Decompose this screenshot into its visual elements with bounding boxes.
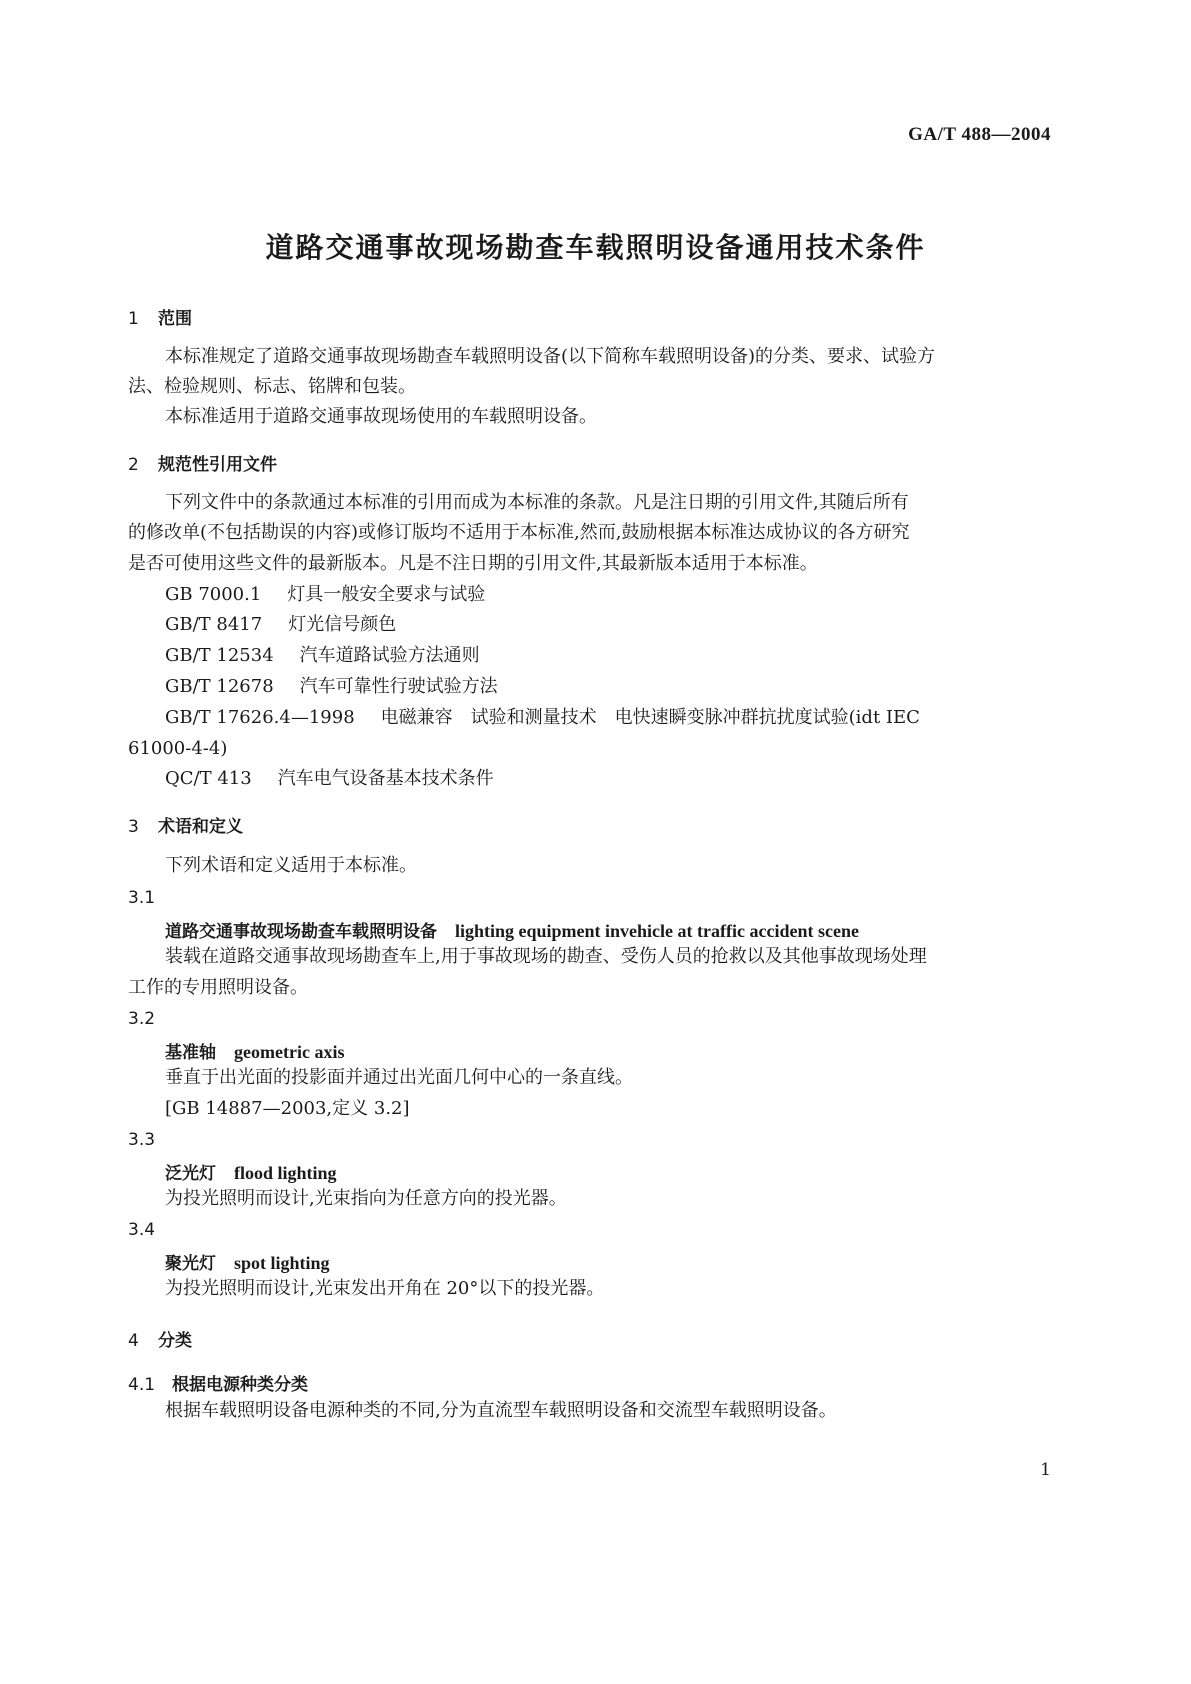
reference-title: 灯具一般安全要求与试验 xyxy=(287,584,486,605)
section-1-heading xyxy=(128,304,192,329)
paragraph-line: 根据车载照明设备电源种类的不同,分为直流型车载照明设备和交流型车载照明设备。 xyxy=(165,1400,837,1421)
page-number: 1 xyxy=(1040,1460,1051,1480)
reference-item xyxy=(165,578,485,611)
term-entry xyxy=(165,1249,330,1274)
subsection-4-1-heading xyxy=(128,1370,308,1395)
definition-line: 为投光照明而设计,光束指向为任意方向的投光器。 xyxy=(165,1188,567,1209)
reference-title: 汽车电气设备基本技术条件 xyxy=(277,768,494,789)
definition-line: 为投光照明而设计,光束发出开角在 20°以下的投光器。 xyxy=(165,1278,605,1299)
term-number: 3.2 xyxy=(128,1009,156,1029)
term-chinese: 聚光灯 xyxy=(165,1254,216,1274)
term-english: lighting equipment invehicle at traffic accident scene xyxy=(455,921,859,941)
term-english: spot lighting xyxy=(234,1253,330,1273)
section-number: 3 xyxy=(128,817,139,837)
section-2-heading xyxy=(128,450,277,475)
definition-line: 工作的专用照明设备。 xyxy=(128,977,308,998)
definition-source: [GB 14887—2003,定义 3.2] xyxy=(165,1098,410,1119)
standard-code: GA/T 488—2004 xyxy=(908,124,1051,145)
section-title: 术语和定义 xyxy=(158,817,243,837)
term-entry xyxy=(165,1159,337,1184)
reference-title: 汽车道路试验方法通则 xyxy=(299,645,480,666)
paragraph-line: 本标准规定了道路交通事故现场勘查车载照明设备(以下简称车载照明设备)的分类、要求、试验方 xyxy=(165,346,936,367)
reference-title: 灯光信号颜色 xyxy=(288,614,397,635)
paragraph-line: 本标准适用于道路交通事故现场使用的车载照明设备。 xyxy=(165,406,597,427)
paragraph-line: 法、检验规则、标志、铭牌和包装。 xyxy=(128,376,416,397)
term-number: 3.1 xyxy=(128,888,156,908)
term-english: geometric axis xyxy=(234,1042,345,1062)
reference-continuation: 61000-4-4) xyxy=(128,738,228,759)
reference-item xyxy=(165,701,920,734)
reference-code: GB 7000.1 xyxy=(165,584,262,605)
term-chinese: 泛光灯 xyxy=(165,1164,216,1184)
reference-code: QC/T 413 xyxy=(165,768,252,789)
reference-code: GB/T 17626.4—1998 xyxy=(165,707,355,728)
reference-title: 电磁兼容 试验和测量技术 电快速瞬变脉冲群抗扰度试验(idt IEC xyxy=(380,707,920,728)
reference-item xyxy=(165,608,396,641)
term-number: 3.4 xyxy=(128,1220,156,1240)
paragraph-line: 下列文件中的条款通过本标准的引用而成为本标准的条款。凡是注日期的引用文件,其随后所有 xyxy=(165,492,909,513)
subsection-number: 4.1 xyxy=(128,1375,156,1395)
paragraph-line: 是否可使用这些文件的最新版本。凡是不注日期的引用文件,其最新版本适用于本标准。 xyxy=(128,553,818,574)
section-title: 范围 xyxy=(158,309,192,329)
subsection-title: 根据电源种类分类 xyxy=(172,1375,308,1395)
definition-line: 装载在道路交通事故现场勘查车上,用于事故现场的勘查、受伤人员的抢救以及其他事故现场处理 xyxy=(165,946,927,967)
section-number: 4 xyxy=(128,1331,139,1351)
term-chinese: 基准轴 xyxy=(165,1043,216,1063)
section-4-heading xyxy=(128,1326,192,1351)
term-entry xyxy=(165,1038,344,1063)
reference-code: GB/T 12534 xyxy=(165,645,274,666)
term-english: flood lighting xyxy=(234,1163,337,1183)
definition-line: 垂直于出光面的投影面并通过出光面几何中心的一条直线。 xyxy=(165,1067,633,1088)
paragraph-line: 下列术语和定义适用于本标准。 xyxy=(165,855,417,876)
section-title: 规范性引用文件 xyxy=(158,455,277,475)
section-number: 2 xyxy=(128,455,139,475)
section-3-heading xyxy=(128,812,243,837)
reference-item xyxy=(165,639,480,672)
document-title: 道路交通事故现场勘查车载照明设备通用技术条件 xyxy=(265,231,926,264)
section-number: 1 xyxy=(128,309,139,329)
reference-title: 汽车可靠性行驶试验方法 xyxy=(299,676,498,697)
reference-item xyxy=(165,670,498,703)
section-title: 分类 xyxy=(158,1331,192,1351)
reference-code: GB/T 8417 xyxy=(165,614,263,635)
reference-code: GB/T 12678 xyxy=(165,676,274,697)
term-chinese: 道路交通事故现场勘查车载照明设备 xyxy=(165,922,437,942)
paragraph-line: 的修改单(不包括勘误的内容)或修订版均不适用于本标准,然而,鼓励根据本标准达成协议的各方研究 xyxy=(128,522,910,543)
term-number: 3.3 xyxy=(128,1130,156,1150)
reference-item xyxy=(165,762,494,795)
term-entry xyxy=(165,917,859,942)
